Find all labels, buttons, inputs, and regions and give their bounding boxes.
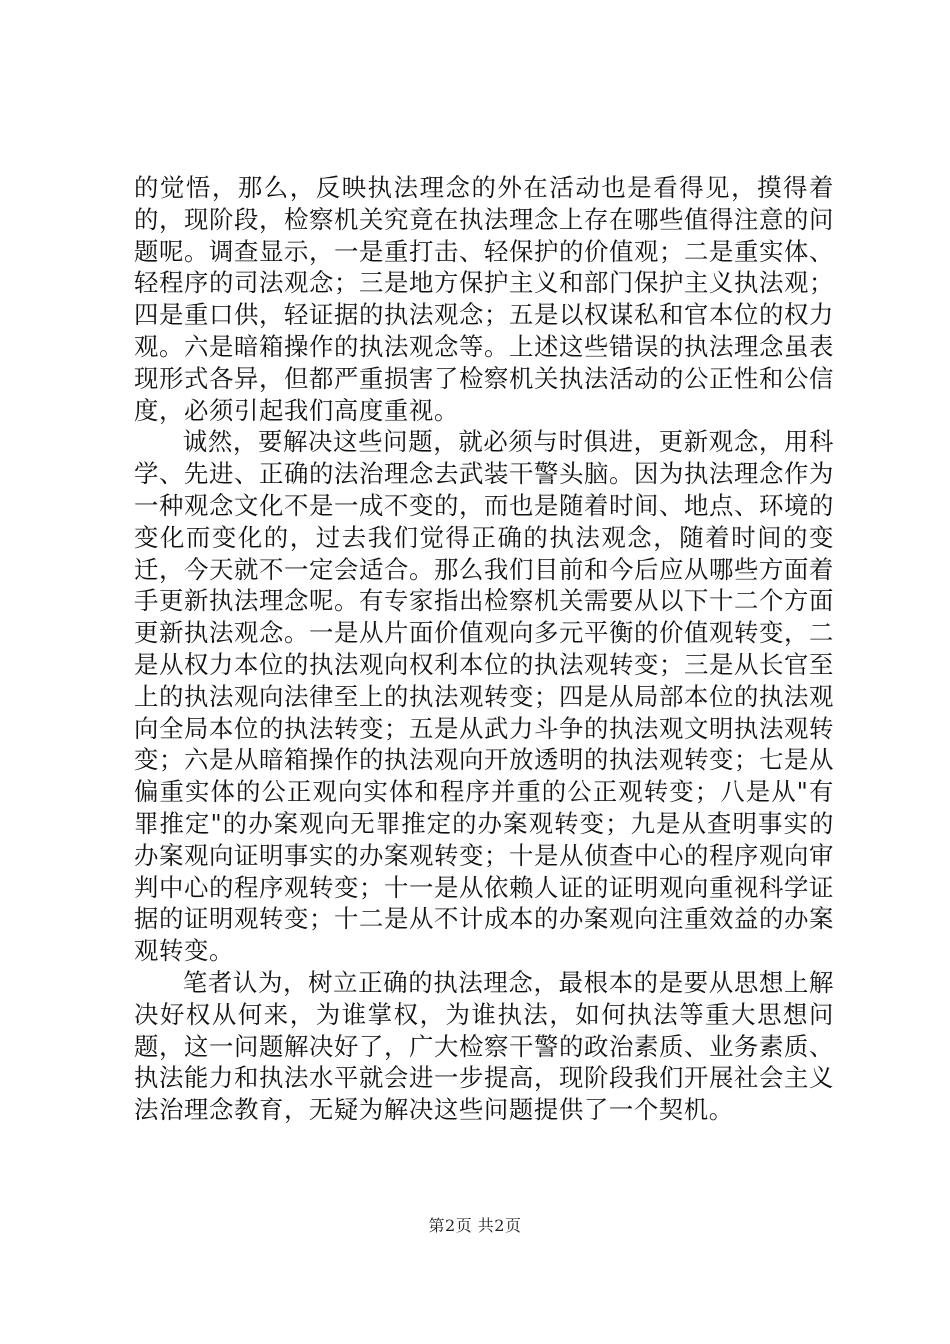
paragraph: 诚然，要解决这些问题，就必须与时俱进，更新观念，用科学、先进、正确的法治理念去武装干警头脑。因为执法理念作为一种观念文化不是一成不变的，而也是随着时间、地点、环境的变化而变化的，过去我们觉得正确的执法观念，随着时间的变迁，今天就不一定会适合。那么我们目前和今后应从哪些方面着手更新执法理念呢。有专家指出检察机关需要从以下十二个方面更新执法观念。一是从片面价值观向多元平衡的价值观转变，二是从权力本位的执法观向权利本位的执法观转变；三是从长官至上的执法观向法律至上的执法观转变；四是从局部本位的执法观向全局本位的执法转变；五是从武力斗争的执法观文明执法观转变；六是从暗箱操作的执法观向开放透明的执法观转变；七是从偏重实体的公正观向实体和程序并重的公正观转变；八是从"有罪推定"的办案观向无罪推定的办案观转变；九是从查明事实的办案观向证明事实的办案观转变；十是从侦查中心的程序观向审判中心的程序观转变；十一是从依赖人证的证明观向重视科学证据的证明观转变；十二是从不计成本的办案观向注重效益的办案观转变。 — [134, 427, 834, 966]
document-body — [134, 172, 834, 1126]
page-footer: 第2页 共2页 — [428, 1216, 522, 1235]
paragraph: 笔者认为，树立正确的执法理念，最根本的是要从思想上解决好权从何来，为谁掌权，为谁执法，如何执法等重大思想问题，这一问题解决好了，广大检察干警的政治素质、业务素质、执法能力和执法水平就会进一步提高，现阶段我们开展社会主义法治理念教育，无疑为解决这些问题提供了一个契机。 — [134, 967, 834, 1125]
paragraph-continued: 的觉悟，那么，反映执法理念的外在活动也是看得见，摸得着的，现阶段，检察机关究竟在执法理念上存在哪些值得注意的问题呢。调查显示，一是重打击、轻保护的价值观；二是重实体、轻程序的司法观念；三是地方保护主义和部门保护主义执法观；四是重口供，轻证据的执法观念；五是以权谋私和官本位的权力观。六是暗箱操作的执法观念等。上述这些错误的执法理念虽表现形式各异，但都严重损害了检察机关执法活动的公正性和公信度，必须引起我们高度重视。 — [134, 173, 834, 425]
